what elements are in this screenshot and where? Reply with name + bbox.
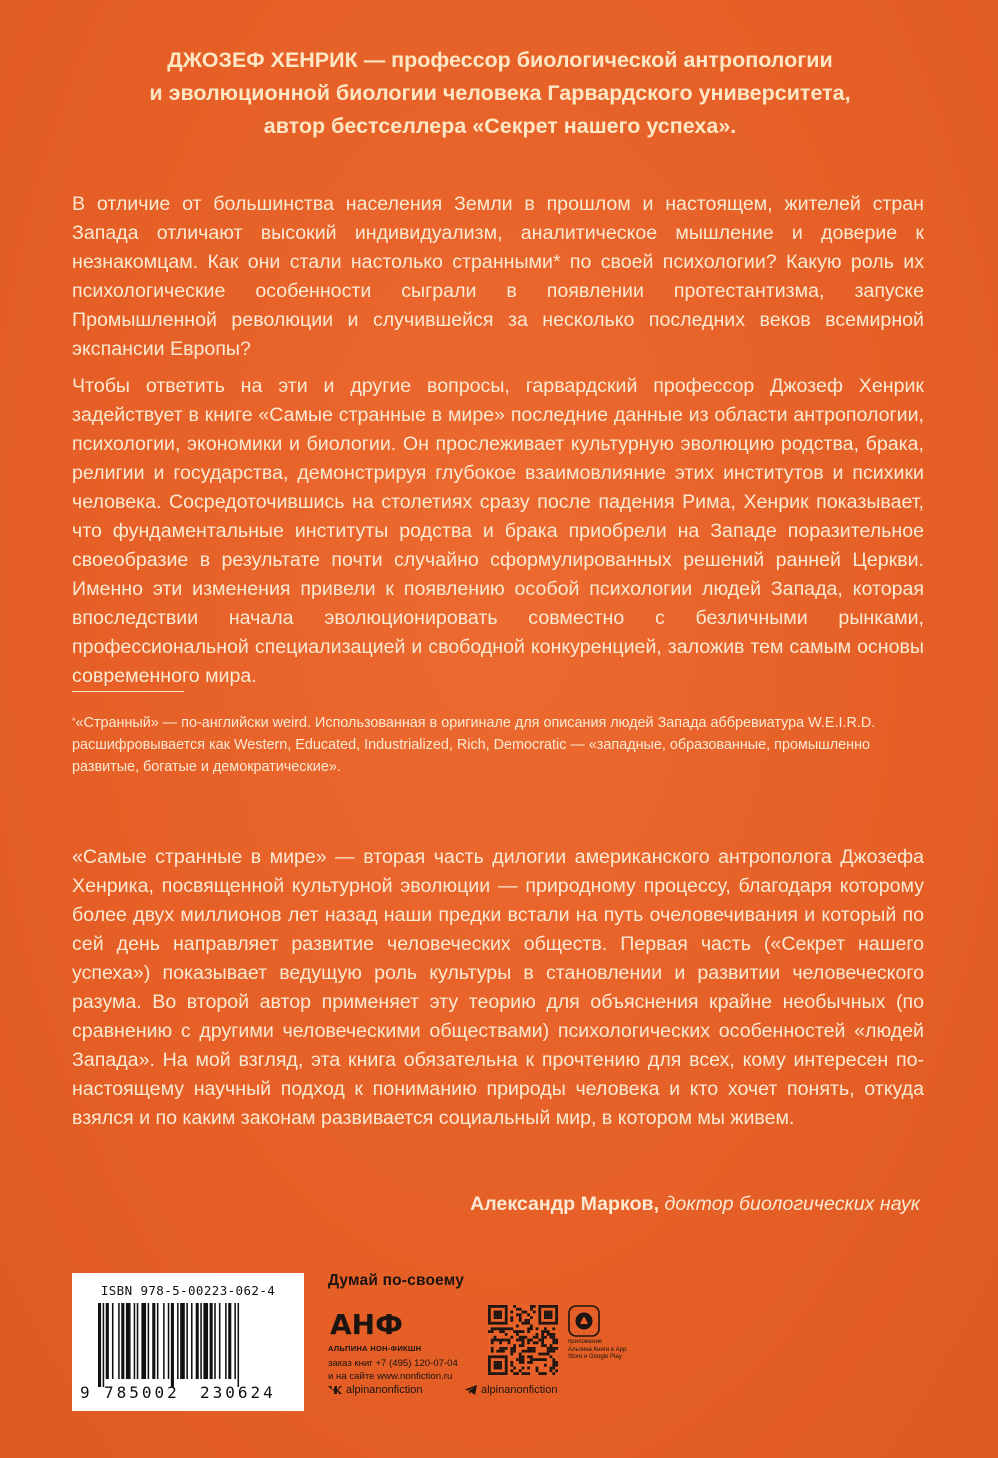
vk-link[interactable] (328, 1384, 422, 1396)
order-site: и на сайте www.nonfiction.ru (328, 1371, 453, 1382)
vk-icon (328, 1385, 342, 1395)
qr-code[interactable] (488, 1305, 558, 1375)
barcode-digits-right: 230624 (200, 1383, 276, 1402)
publisher-logo-subtitle: АЛЬПИНА НОН-ФИКШН (328, 1344, 422, 1353)
app-text: приложение Альпина.Книги в App Store и Google Play (568, 1339, 627, 1360)
app-icon (568, 1305, 600, 1337)
footnote-text: «Странный» — по-английски weird. Использованная в оригинале для описания людей Запада аббревиатура W.E.I.R.D. расшифровывается как Western, Educated, Industrialized, Rich, Democratic — «западные, образованные, промышленно развитые, богатые и демократические». (72, 715, 876, 775)
publisher-block (328, 1272, 528, 1382)
telegram-link[interactable] (465, 1384, 557, 1396)
barcode-digit-lead: 9 (80, 1383, 93, 1402)
author-intro-line: и эволюционной биологии человека Гарвардского университета, (149, 81, 851, 105)
barcode-block (72, 1273, 304, 1411)
review-quote: «Самые странные в мире» — вторая часть дилогии американского антрополога Джозефа Хенрика, посвященной культурной эволюции — природному процессу, благодаря которому более двух миллионов лет назад наши предки встали на путь очеловечивания и который по сей день направляет развитие человеческих обществ. Первая часть («Секрет нашего успеха») показывает ведущую роль культуры в становлении и развитии человеческого разума. Во второй автор применяет эту теорию для объяснения крайне необычных (по сравнению с другими человеческими обществами) психологических особенностей «людей Запада». На мой взгляд, эта книга обязательна к прочтению для всех, кому интересен по-настоящему научный подход к пониманию природы человека и кто хочет понять, откуда взялся и по каким законам развивается социальный мир, в котором мы живем. (72, 846, 924, 1129)
telegram-icon (465, 1385, 477, 1395)
footnote-divider (72, 691, 184, 692)
telegram-handle: alpinanonfiction (481, 1384, 558, 1396)
app-promo[interactable] (566, 1305, 626, 1375)
author-intro-line: автор бестселлера «Секрет нашего успеха». (263, 114, 737, 138)
footnote-marker: * (72, 716, 76, 726)
barcode-digits-left: 785002 (104, 1383, 180, 1402)
isbn-label: ISBN 978-5-00223-062-4 (100, 1283, 276, 1298)
description-paragraph-2: Чтобы ответить на эти и другие вопросы, гарвардский профессор Джозеф Хенрик задействует в книге «Самые странные в мире» последние данные из области антропологии, психологии, экономики и биологии. Он прослеживает культурную эволюцию родства, брака, религии и государства, демонстрируя глубокое взаимовлияние этих институтов и психики человека. Сосредоточившись на столетиях сразу после падения Рима, Хенрик показывает, что фундаментальные институты родства и брака приобрели на Западе поразительное своеобразие в результате почти случайно сформулированных решений ранней Церкви. Именно эти изменения привели к появлению особой психологии людей Запада, которая впоследствии начала эволюционировать совместно с безличными рынками, профессиональной специализацией и свободной конкуренцией, заложив тем самым основы современного мира. (72, 375, 924, 687)
description-paragraph-1: В отличие от большинства населения Земли в прошлом и настоящем, жителей стран Запада отличают высокий индивидуализм, аналитическое мышление и доверие к незнакомцам. Как они стали настолько странными* по своей психологии? Какую роль их психологические особенности сыграли в появлении протестантизма, запуске Промышленной революции и случившейся за несколько последних веков всемирной экспансии Европы? (72, 193, 924, 360)
order-phone: заказ книг +7 (495) 120-07-04 (328, 1358, 458, 1369)
footnote (72, 712, 934, 778)
publisher-logo-text: АНФ (330, 1308, 403, 1338)
barcode-bars (96, 1303, 292, 1387)
author-intro (60, 44, 940, 143)
author-intro-line: ДЖОЗЕФ ХЕНРИК — профессор биологической антропологии (167, 48, 833, 72)
review-signature (470, 1193, 920, 1216)
barcode-digits (72, 1383, 304, 1405)
publisher-slogan: Думай по-своему (328, 1272, 465, 1289)
publisher-logo (328, 1308, 418, 1338)
review-credential: доктор биологических наук (664, 1193, 920, 1215)
review-author: Александр Марков, (470, 1193, 660, 1215)
vk-handle: alpinanonfiction (346, 1384, 423, 1396)
